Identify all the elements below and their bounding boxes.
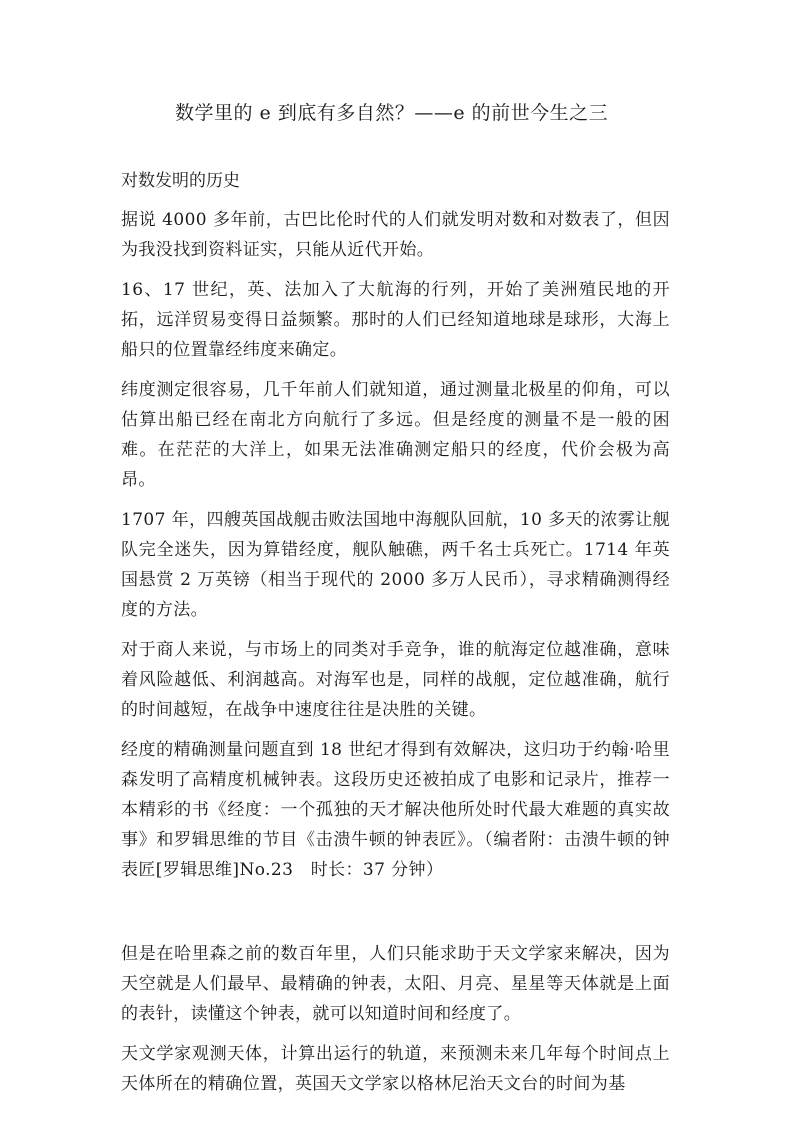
paragraph-4: 1707 年，四艘英国战舰击败法国地中海舰队回航，10 多天的浓雾让舰队完全迷失，因为算错经度，舰队触礁，两千名士兵死亡。1714 年英国悬赏 2 万英镑（相当于现代的 2000 多万人民币），寻求精确测得经度的方法。: [121, 510, 670, 620]
paragraph-1: 据说 4000 多年前，古巴比伦时代的人们就发明对数和对数表了，但因为我没找到资料证实，只能从近代开始。: [121, 210, 670, 260]
paragraph-8: 天文学家观测天体，计算出运行的轨道，来预测未来几年每个时间点上天体所在的精确位置，英国天文学家以格林尼治天文台的时间为基: [121, 1044, 670, 1094]
section-heading: 对数发明的历史: [121, 171, 240, 191]
document-title: 数学里的 e 到底有多自然？——e 的前世今生之三: [175, 102, 609, 124]
paragraph-3: 纬度测定很容易，几千年前人们就知道，通过测量北极星的仰角，可以估算出船已经在南北方向航行了多远。但是经度的测量不是一般的困难。在茫茫的大洋上，如果无法准确测定船只的经度，代价会极为高昂。: [121, 380, 670, 490]
paragraph-2: 16、17 世纪，英、法加入了大航海的行列，开始了美洲殖民地的开拓，远洋贸易变得日益频繁。那时的人们已经知道地球是球形，大海上船只的位置靠经纬度来确定。: [121, 280, 670, 360]
paragraph-7: 但是在哈里森之前的数百年里，人们只能求助于天文学家来解决，因为天空就是人们最早、最精确的钟表，太阳、月亮、星星等天体就是上面的表针，读懂这个钟表，就可以知道时间和经度了。: [121, 944, 670, 1024]
paragraph-5: 对于商人来说，与市场上的同类对手竞争，谁的航海定位越准确，意味着风险越低、利润越高。对海军也是，同样的战舰，定位越准确，航行的时间越短，在战争中速度往往是决胜的关键。: [121, 640, 670, 720]
paragraph-6: 经度的精确测量问题直到 18 世纪才得到有效解决，这归功于约翰·哈里森发明了高精度机械钟表。这段历史还被拍成了电影和记录片，推荐一本精彩的书《经度：一个孤独的天才解决他所处时代最大难题的真实故事》和罗辑思维的节目《击溃牛顿的钟表匠》。（编者附：击溃牛顿的钟表匠[罗辑思维]No.23 时长：37 分钟）: [121, 740, 670, 880]
